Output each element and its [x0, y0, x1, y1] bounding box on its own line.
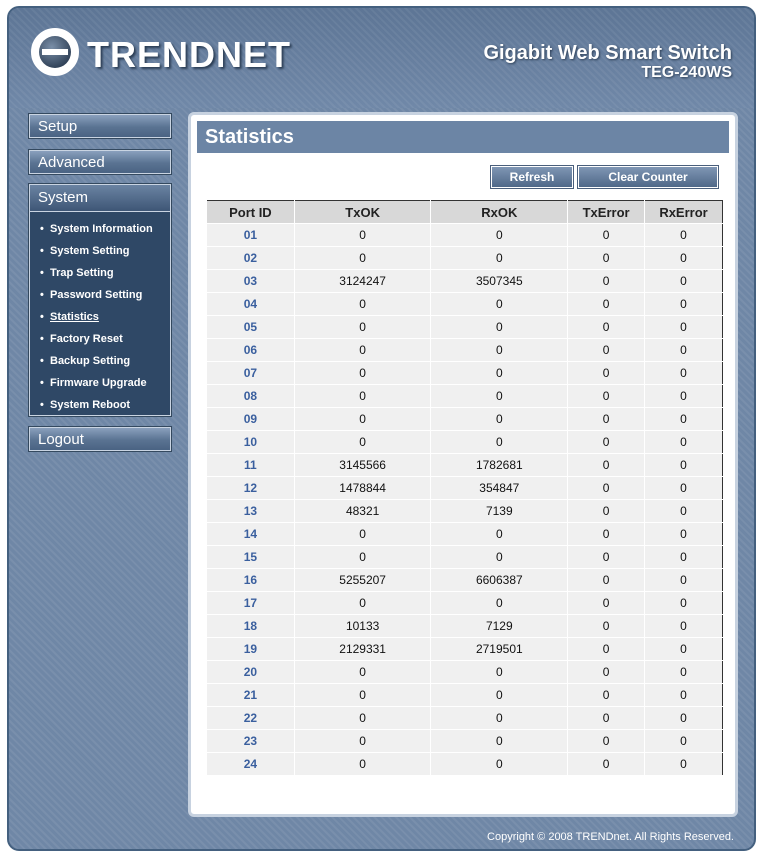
sidebar-item-label: Password Setting [50, 289, 143, 301]
page-title: Statistics [197, 121, 729, 153]
table-row [207, 477, 723, 500]
nav-advanced-button[interactable]: Advanced [29, 150, 171, 174]
sidebar-item-password-setting[interactable] [30, 284, 170, 306]
sidebar-item-backup-setting[interactable] [30, 350, 170, 372]
table-cell: 0 [645, 569, 723, 592]
nav-system-button[interactable]: System [30, 185, 170, 212]
sidebar-item-system-information[interactable] [30, 218, 170, 240]
table-cell: 0 [568, 362, 645, 385]
table-cell: 6606387 [431, 569, 568, 592]
table-cell: 0 [645, 408, 723, 431]
table-cell: 0 [294, 523, 431, 546]
sidebar-item-system-reboot[interactable] [30, 394, 170, 416]
table-cell: 0 [294, 592, 431, 615]
sidebar-item-firmware-upgrade[interactable] [30, 372, 170, 394]
table-cell: 0 [294, 730, 431, 753]
brand-name: TRENDNET [87, 34, 291, 75]
table-cell: 0 [431, 730, 568, 753]
table-cell: 0 [431, 707, 568, 730]
table-cell: 0 [568, 684, 645, 707]
table-row [207, 638, 723, 661]
table-cell: 0 [431, 293, 568, 316]
table-cell: 0 [568, 638, 645, 661]
sidebar-item-label: System Information [50, 223, 153, 235]
table-cell: 0 [294, 293, 431, 316]
bullet-icon: • [40, 267, 44, 279]
table-cell: 0 [645, 339, 723, 362]
table-cell: 0 [645, 247, 723, 270]
header [9, 8, 754, 108]
table-cell: 0 [294, 224, 431, 247]
sidebar-item-label: Firmware Upgrade [50, 377, 147, 389]
table-cell: 2129331 [294, 638, 431, 661]
column-header: RxError [645, 201, 723, 224]
table-cell: 7129 [431, 615, 568, 638]
table-cell: 0 [294, 431, 431, 454]
table-cell: 0 [568, 339, 645, 362]
bullet-icon: • [40, 223, 44, 235]
table-row [207, 385, 723, 408]
nav-setup-button[interactable]: Setup [29, 114, 171, 138]
bullet-icon: • [40, 311, 44, 323]
bullet-icon: • [40, 333, 44, 345]
table-cell: 0 [294, 316, 431, 339]
table-cell: 0 [568, 661, 645, 684]
table-cell: 0 [294, 339, 431, 362]
port-id-link[interactable]: 23 [207, 730, 295, 753]
table-cell: 0 [431, 753, 568, 776]
table-cell: 0 [645, 753, 723, 776]
table-row [207, 707, 723, 730]
sidebar-item-label: Backup Setting [50, 355, 131, 367]
table-cell: 0 [568, 523, 645, 546]
table-cell: 3124247 [294, 270, 431, 293]
column-header: TxError [568, 201, 645, 224]
table-row [207, 661, 723, 684]
copyright-text: Copyright © 2008 TRENDnet. All Rights Reserved. [487, 831, 734, 843]
table-body [207, 224, 723, 776]
table-cell: 0 [294, 247, 431, 270]
product-line: Gigabit Web Smart Switch [483, 42, 732, 64]
port-id-link[interactable]: 17 [207, 592, 295, 615]
table-row [207, 500, 723, 523]
table-cell: 0 [645, 546, 723, 569]
table-cell: 0 [568, 477, 645, 500]
sidebar-item-trap-setting[interactable] [30, 262, 170, 284]
table-cell: 0 [645, 477, 723, 500]
port-id-link[interactable]: 13 [207, 500, 295, 523]
table-cell: 0 [645, 638, 723, 661]
port-id-link[interactable]: 10 [207, 431, 295, 454]
table-cell: 0 [294, 385, 431, 408]
table-cell: 0 [568, 270, 645, 293]
port-id-link[interactable]: 09 [207, 408, 295, 431]
bullet-icon: • [40, 377, 44, 389]
table-cell: 5255207 [294, 569, 431, 592]
refresh-button[interactable]: Refresh [491, 166, 573, 188]
table-cell: 0 [645, 707, 723, 730]
table-cell: 0 [568, 615, 645, 638]
table-cell: 0 [431, 247, 568, 270]
table-cell: 0 [645, 730, 723, 753]
table-row [207, 523, 723, 546]
port-id-link[interactable]: 01 [207, 224, 295, 247]
port-id-link[interactable]: 06 [207, 339, 295, 362]
bullet-icon: • [40, 245, 44, 257]
sidebar-item-label: Factory Reset [50, 333, 123, 345]
table-cell: 0 [568, 753, 645, 776]
table-row [207, 615, 723, 638]
table-cell: 0 [568, 316, 645, 339]
port-id-link[interactable]: 04 [207, 293, 295, 316]
sidebar-item-label: System Reboot [50, 399, 131, 411]
table-cell: 0 [568, 730, 645, 753]
table-cell: 0 [431, 661, 568, 684]
table-cell: 3507345 [431, 270, 568, 293]
table-cell: 10133 [294, 615, 431, 638]
port-id-link[interactable]: 05 [207, 316, 295, 339]
table-cell: 0 [645, 615, 723, 638]
table-cell: 1782681 [431, 454, 568, 477]
port-id-link[interactable]: 19 [207, 638, 295, 661]
table-cell: 0 [568, 293, 645, 316]
table-cell: 0 [568, 592, 645, 615]
port-id-link[interactable]: 07 [207, 362, 295, 385]
sidebar-item-statistics[interactable] [30, 306, 170, 328]
port-id-link[interactable]: 11 [207, 454, 295, 477]
table-cell: 0 [645, 224, 723, 247]
table-cell: 48321 [294, 500, 431, 523]
table-cell: 0 [568, 385, 645, 408]
sidebar-item-system-setting[interactable] [30, 240, 170, 262]
table-row [207, 270, 723, 293]
table-row [207, 339, 723, 362]
table-cell: 0 [645, 684, 723, 707]
table-cell: 0 [645, 270, 723, 293]
port-id-link[interactable]: 08 [207, 385, 295, 408]
table-row [207, 362, 723, 385]
sidebar-item-label: System Setting [50, 245, 130, 257]
table-row [207, 408, 723, 431]
table-cell: 0 [568, 454, 645, 477]
table-cell: 0 [431, 684, 568, 707]
table-cell: 0 [294, 707, 431, 730]
model-number: TEG-240WS [641, 64, 732, 81]
trendnet-logo-icon [31, 28, 79, 76]
table-cell: 0 [568, 546, 645, 569]
port-id-link[interactable]: 03 [207, 270, 295, 293]
table-cell: 0 [431, 224, 568, 247]
table-cell: 7139 [431, 500, 568, 523]
table-cell: 0 [645, 454, 723, 477]
table-cell: 0 [431, 523, 568, 546]
table-cell: 0 [645, 661, 723, 684]
table-cell: 0 [568, 569, 645, 592]
table-cell: 0 [431, 546, 568, 569]
table-row [207, 546, 723, 569]
port-id-link[interactable]: 24 [207, 753, 295, 776]
table-row [207, 730, 723, 753]
table-row [207, 454, 723, 477]
table-row [207, 753, 723, 776]
table-cell: 1478844 [294, 477, 431, 500]
port-id-link[interactable]: 22 [207, 707, 295, 730]
bullet-icon: • [40, 289, 44, 301]
table-row [207, 684, 723, 707]
table-cell: 0 [294, 753, 431, 776]
table-row [207, 247, 723, 270]
column-header: TxOK [294, 201, 431, 224]
port-id-link[interactable]: 16 [207, 569, 295, 592]
table-row [207, 569, 723, 592]
table-cell: 0 [431, 385, 568, 408]
column-header: RxOK [431, 201, 568, 224]
table-cell: 0 [645, 500, 723, 523]
port-id-link[interactable]: 18 [207, 615, 295, 638]
sidebar-item-factory-reset[interactable] [30, 328, 170, 350]
table-header-row [207, 201, 723, 224]
column-header: Port ID [207, 201, 295, 224]
table-cell: 0 [645, 592, 723, 615]
port-id-link[interactable]: 15 [207, 546, 295, 569]
table-cell: 0 [645, 523, 723, 546]
bullet-icon: • [40, 399, 44, 411]
table-cell: 0 [431, 592, 568, 615]
table-row [207, 431, 723, 454]
table-cell: 0 [294, 362, 431, 385]
port-id-link[interactable]: 12 [207, 477, 295, 500]
table-cell: 0 [568, 224, 645, 247]
table-cell: 0 [294, 546, 431, 569]
table-cell: 2719501 [431, 638, 568, 661]
table-row [207, 293, 723, 316]
table-cell: 0 [645, 385, 723, 408]
table-cell: 0 [431, 431, 568, 454]
table-cell: 0 [568, 247, 645, 270]
table-cell: 0 [568, 431, 645, 454]
sidebar-item-label: Trap Setting [50, 267, 114, 279]
table-cell: 0 [568, 707, 645, 730]
system-menu [29, 184, 171, 416]
main-content [188, 112, 738, 817]
system-submenu [30, 212, 170, 416]
port-id-link[interactable]: 20 [207, 661, 295, 684]
table-cell: 0 [294, 408, 431, 431]
table-row [207, 316, 723, 339]
table-cell: 0 [294, 684, 431, 707]
table-cell: 0 [645, 431, 723, 454]
table-cell: 0 [294, 661, 431, 684]
table-cell: 0 [645, 362, 723, 385]
table-cell: 0 [431, 316, 568, 339]
app-frame [7, 6, 756, 851]
sidebar-item-label: Statistics [50, 311, 99, 323]
table-cell: 0 [431, 362, 568, 385]
table-cell: 3145566 [294, 454, 431, 477]
clear-counter-button[interactable]: Clear Counter [578, 166, 718, 188]
table-cell: 0 [431, 339, 568, 362]
table-cell: 0 [645, 293, 723, 316]
table-cell: 0 [431, 408, 568, 431]
table-cell: 0 [568, 500, 645, 523]
product-name [483, 42, 732, 82]
port-id-link[interactable]: 14 [207, 523, 295, 546]
bullet-icon: • [40, 355, 44, 367]
statistics-table [206, 200, 723, 776]
nav-logout-button[interactable]: Logout [29, 427, 171, 451]
table-row [207, 224, 723, 247]
table-cell: 0 [645, 316, 723, 339]
port-id-link[interactable]: 02 [207, 247, 295, 270]
table-cell: 0 [568, 408, 645, 431]
port-id-link[interactable]: 21 [207, 684, 295, 707]
table-row [207, 592, 723, 615]
table-cell: 354847 [431, 477, 568, 500]
